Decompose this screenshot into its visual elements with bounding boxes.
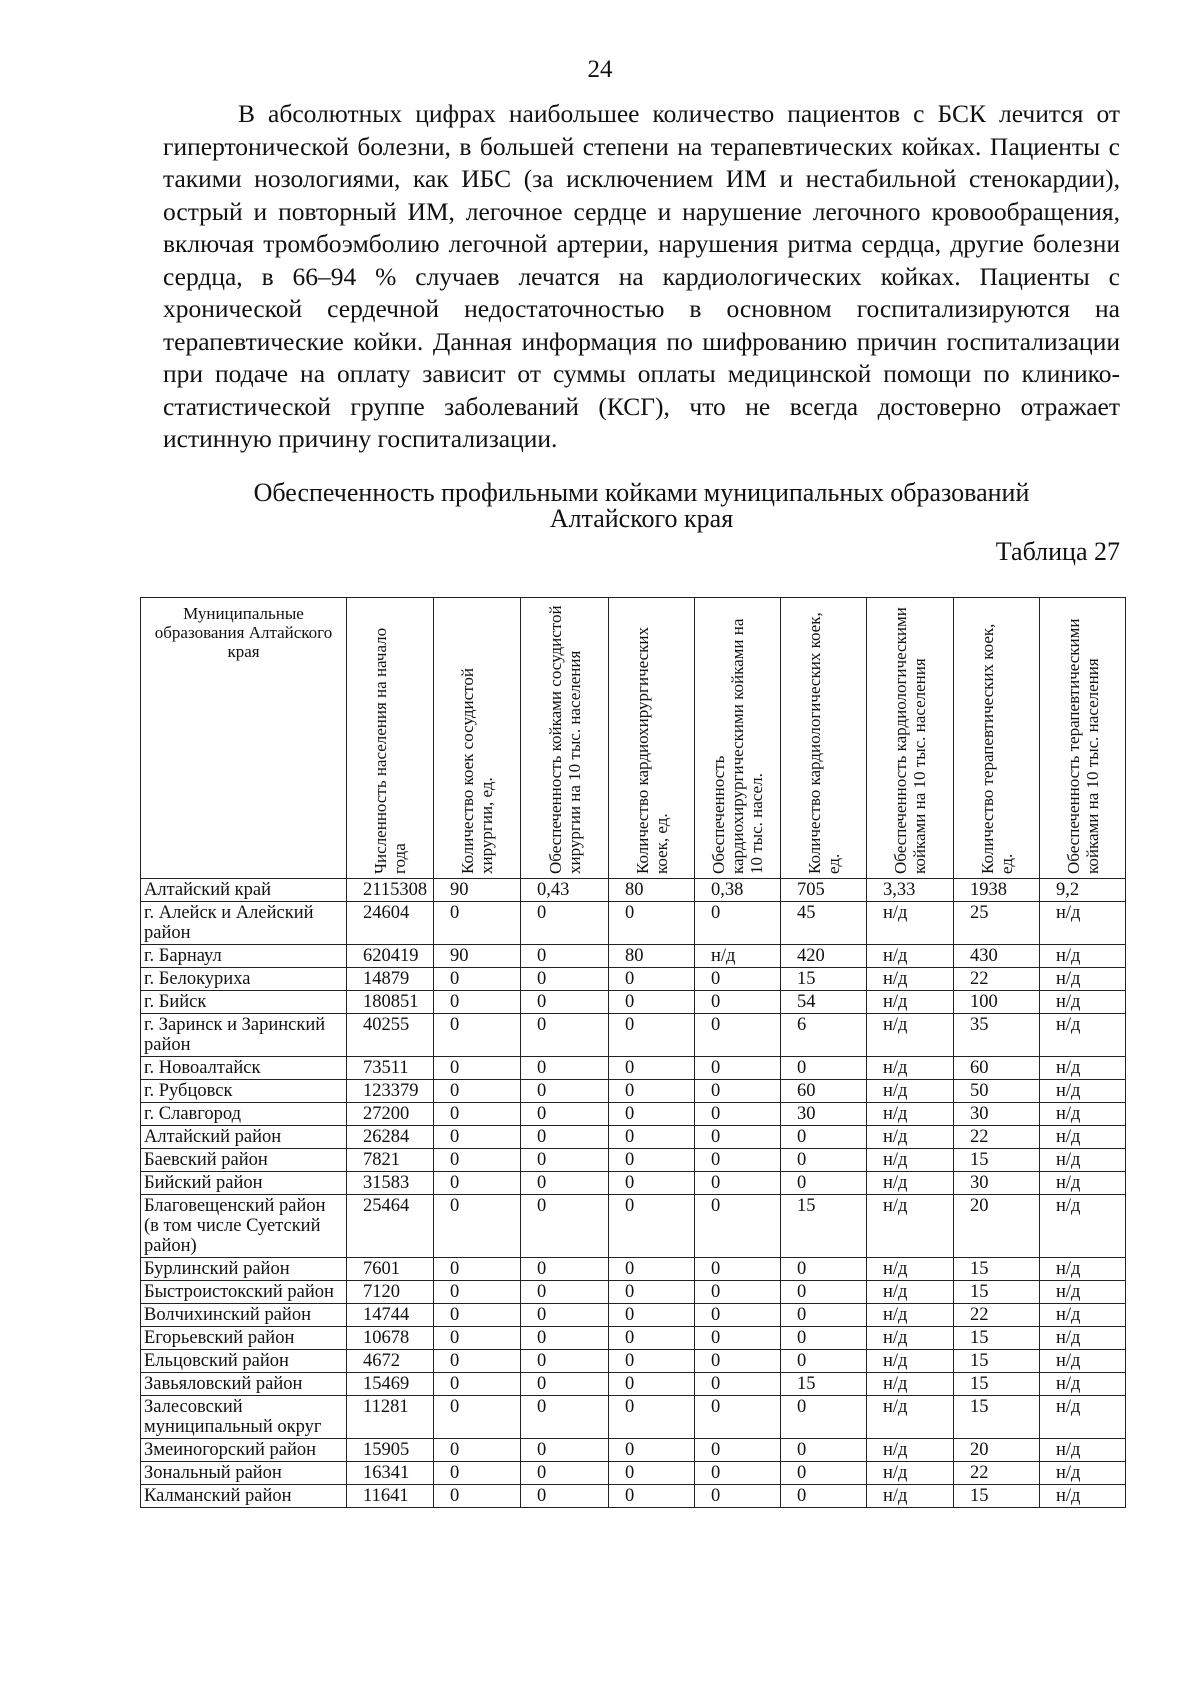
- value-cell: 80: [609, 945, 695, 968]
- value-cell: 14744: [347, 1304, 434, 1327]
- value-cell: 0: [609, 1350, 695, 1373]
- value-cell: 27200: [347, 1103, 434, 1126]
- value-cell: 0: [695, 1373, 781, 1396]
- value-cell: 15: [954, 1373, 1040, 1396]
- value-cell: н/д: [695, 945, 781, 968]
- value-cell: 0: [521, 968, 609, 991]
- value-cell: 0: [609, 1304, 695, 1327]
- value-cell: н/д: [1040, 1327, 1126, 1350]
- table-row: [141, 1304, 1126, 1327]
- value-cell: 0: [434, 1327, 521, 1350]
- value-cell: 0: [434, 1014, 521, 1057]
- value-cell: 15: [954, 1281, 1040, 1304]
- value-cell: 15905: [347, 1439, 434, 1462]
- table-row: [141, 1462, 1126, 1485]
- value-cell: 0: [609, 968, 695, 991]
- table-row: [141, 1057, 1126, 1080]
- value-cell: н/д: [867, 1327, 954, 1350]
- value-cell: н/д: [1040, 1462, 1126, 1485]
- value-cell: 15: [954, 1396, 1040, 1439]
- value-cell: н/д: [1040, 1350, 1126, 1373]
- value-cell: 31583: [347, 1172, 434, 1195]
- value-cell: н/д: [1040, 1080, 1126, 1103]
- value-cell: 0: [781, 1396, 867, 1439]
- header-vascular-ratio: [521, 598, 609, 879]
- value-cell: 0: [781, 1126, 867, 1149]
- value-cell: 9,2: [1040, 879, 1126, 902]
- value-cell: 2115308: [347, 879, 434, 902]
- header-therapy-beds-label: Количество терапевтических коек, ед.: [977, 623, 1016, 874]
- table-number: Таблица 27: [995, 537, 1120, 566]
- value-cell: 4672: [347, 1350, 434, 1373]
- value-cell: 3,33: [867, 879, 954, 902]
- value-cell: 0: [609, 1126, 695, 1149]
- value-cell: 0: [434, 1057, 521, 1080]
- value-cell: 0: [781, 1057, 867, 1080]
- table-header: [141, 598, 1126, 879]
- table-row: [141, 1396, 1126, 1439]
- municipality-cell: Быстроистокский район: [141, 1281, 347, 1304]
- value-cell: 0: [609, 1149, 695, 1172]
- header-therapy-beds: [954, 598, 1040, 879]
- value-cell: 90: [434, 945, 521, 968]
- value-cell: н/д: [867, 902, 954, 945]
- value-cell: 100: [954, 991, 1040, 1014]
- value-cell: н/д: [1040, 1485, 1126, 1508]
- municipality-cell: г. Белокуриха: [141, 968, 347, 991]
- value-cell: н/д: [867, 1350, 954, 1373]
- value-cell: 0: [521, 1080, 609, 1103]
- value-cell: н/д: [867, 1462, 954, 1485]
- value-cell: 0: [609, 1014, 695, 1057]
- value-cell: 90: [434, 879, 521, 902]
- value-cell: 15: [781, 1195, 867, 1258]
- table-title-line-2: Алтайского края: [549, 504, 734, 533]
- table-row: [141, 1126, 1126, 1149]
- value-cell: 0: [521, 1281, 609, 1304]
- value-cell: 54: [781, 991, 867, 1014]
- table-row: [141, 945, 1126, 968]
- municipality-cell: г. Рубцовск: [141, 1080, 347, 1103]
- value-cell: 15469: [347, 1373, 434, 1396]
- value-cell: 0: [695, 1439, 781, 1462]
- table-row: [141, 879, 1126, 902]
- value-cell: 0: [695, 968, 781, 991]
- value-cell: 0: [521, 1103, 609, 1126]
- table-row: [141, 968, 1126, 991]
- value-cell: 0: [609, 1281, 695, 1304]
- value-cell: 0: [609, 1080, 695, 1103]
- table-row: [141, 1172, 1126, 1195]
- value-cell: 0: [695, 1014, 781, 1057]
- value-cell: н/д: [1040, 902, 1126, 945]
- value-cell: 20: [954, 1195, 1040, 1258]
- value-cell: н/д: [867, 1439, 954, 1462]
- value-cell: 0: [434, 1373, 521, 1396]
- table-row: [141, 1258, 1126, 1281]
- value-cell: 0: [609, 1439, 695, 1462]
- table-row: [141, 1149, 1126, 1172]
- value-cell: 11641: [347, 1485, 434, 1508]
- value-cell: н/д: [867, 991, 954, 1014]
- value-cell: 0: [521, 1373, 609, 1396]
- value-cell: н/д: [867, 1485, 954, 1508]
- table-title-line-1: Обеспеченность профильными койками муниципальных образований: [253, 478, 1030, 507]
- value-cell: 73511: [347, 1057, 434, 1080]
- header-therapy-ratio-label: Обеспеченность терапевтическими койками на 10 тыс. населения: [1063, 618, 1102, 874]
- value-cell: 15: [954, 1149, 1040, 1172]
- value-cell: 0: [695, 1258, 781, 1281]
- header-municipality: Муниципальные образования Алтайского края: [141, 598, 347, 879]
- value-cell: 0: [521, 1462, 609, 1485]
- municipality-cell: г. Барнаул: [141, 945, 347, 968]
- value-cell: 0: [609, 1172, 695, 1195]
- value-cell: н/д: [1040, 1103, 1126, 1126]
- value-cell: 0: [434, 1258, 521, 1281]
- value-cell: 0: [521, 1304, 609, 1327]
- value-cell: н/д: [867, 1014, 954, 1057]
- value-cell: н/д: [1040, 1057, 1126, 1080]
- municipality-cell: г. Славгород: [141, 1103, 347, 1126]
- value-cell: 123379: [347, 1080, 434, 1103]
- value-cell: 0: [609, 1462, 695, 1485]
- value-cell: 16341: [347, 1462, 434, 1485]
- municipality-cell: Алтайский район: [141, 1126, 347, 1149]
- value-cell: н/д: [1040, 991, 1126, 1014]
- value-cell: 60: [954, 1057, 1040, 1080]
- value-cell: н/д: [1040, 1126, 1126, 1149]
- table-row: [141, 1014, 1126, 1057]
- value-cell: 0: [609, 1057, 695, 1080]
- value-cell: 0: [695, 1485, 781, 1508]
- table-row: [141, 991, 1126, 1014]
- value-cell: 0,43: [521, 879, 609, 902]
- value-cell: н/д: [1040, 968, 1126, 991]
- value-cell: 30: [954, 1172, 1040, 1195]
- value-cell: 0: [695, 1350, 781, 1373]
- value-cell: 620419: [347, 945, 434, 968]
- value-cell: 0: [434, 1126, 521, 1149]
- value-cell: 7120: [347, 1281, 434, 1304]
- value-cell: 180851: [347, 991, 434, 1014]
- table-row: [141, 1195, 1126, 1258]
- value-cell: 35: [954, 1014, 1040, 1057]
- value-cell: 6: [781, 1014, 867, 1057]
- value-cell: 25: [954, 902, 1040, 945]
- value-cell: 0: [521, 991, 609, 1014]
- value-cell: 24604: [347, 902, 434, 945]
- value-cell: 0: [434, 1462, 521, 1485]
- value-cell: 0: [609, 991, 695, 1014]
- value-cell: 15: [954, 1258, 1040, 1281]
- value-cell: 1938: [954, 879, 1040, 902]
- value-cell: 0: [695, 1327, 781, 1350]
- value-cell: 0: [695, 1396, 781, 1439]
- municipality-cell: Волчихинский район: [141, 1304, 347, 1327]
- value-cell: 0: [434, 1195, 521, 1258]
- value-cell: 0: [521, 902, 609, 945]
- value-cell: 0: [695, 1281, 781, 1304]
- municipality-cell: Благовещенский район (в том числе Суетский район): [141, 1195, 347, 1258]
- value-cell: 0: [434, 1350, 521, 1373]
- header-vascular-beds-label: Количество коек сосудистой хирургии, ед.: [458, 668, 496, 874]
- value-cell: 0: [695, 1080, 781, 1103]
- value-cell: 0: [695, 1304, 781, 1327]
- header-therapy-ratio: [1040, 598, 1126, 879]
- municipality-cell: г. Новоалтайск: [141, 1057, 347, 1080]
- value-cell: 50: [954, 1080, 1040, 1103]
- value-cell: н/д: [867, 1195, 954, 1258]
- value-cell: н/д: [1040, 1439, 1126, 1462]
- value-cell: 0: [781, 1172, 867, 1195]
- municipality-cell: Бийский район: [141, 1172, 347, 1195]
- value-cell: 0: [521, 1327, 609, 1350]
- page-number: 24: [587, 56, 613, 83]
- value-cell: 705: [781, 879, 867, 902]
- value-cell: 0: [695, 1126, 781, 1149]
- value-cell: н/д: [867, 1304, 954, 1327]
- value-cell: 0: [781, 1439, 867, 1462]
- value-cell: 0: [781, 1350, 867, 1373]
- value-cell: 7601: [347, 1258, 434, 1281]
- value-cell: н/д: [1040, 1373, 1126, 1396]
- value-cell: 0: [609, 1195, 695, 1258]
- value-cell: н/д: [1040, 1281, 1126, 1304]
- value-cell: н/д: [1040, 945, 1126, 968]
- value-cell: н/д: [867, 1373, 954, 1396]
- value-cell: 0: [434, 968, 521, 991]
- value-cell: 10678: [347, 1327, 434, 1350]
- value-cell: 0,38: [695, 879, 781, 902]
- municipality-cell: Алтайский край: [141, 879, 347, 902]
- header-cardiology-ratio-label: Обеспеченность кардиологическими койками на 10 тыс. населения: [891, 607, 929, 874]
- header-cardiosurgery-beds-label: Количество кардиохирургических коек, ед.: [632, 626, 671, 874]
- value-cell: н/д: [867, 1080, 954, 1103]
- value-cell: 0: [781, 1485, 867, 1508]
- value-cell: 0: [695, 1462, 781, 1485]
- header-population: [347, 598, 434, 879]
- value-cell: 0: [434, 1149, 521, 1172]
- body-paragraph: В абсолютных цифрах наибольшее количество пациентов с БСК лечится от гипертонической болезни, в большей степени на терапевтических койках. Пациенты с такими нозологиями, как ИБС (за исключением ИМ и нестабильной стенокардии), острый и повторный ИМ, легочное сердце и нарушение легочного кровообращения, включая тромбоэмболию легочной артерии, нарушения ритма сердца, другие болезни сердца, в 66–94 % случаев лечатся на кардиологических койках. Пациенты с хронической сердечной недостаточностью в основном госпитализируются на терапевтические койки. Данная информация по шифрованию причин госпитализации при подаче на оплату зависит от суммы оплаты медицинской помощи по клинико-статистической группе заболеваний (КСГ), что не всегда достоверно отражает истинную причину госпитализации.: [163, 99, 1120, 453]
- value-cell: 0: [521, 1149, 609, 1172]
- value-cell: 60: [781, 1080, 867, 1103]
- value-cell: 0: [695, 1149, 781, 1172]
- value-cell: 0: [521, 1258, 609, 1281]
- table-title: [163, 480, 1120, 532]
- value-cell: 0: [434, 1172, 521, 1195]
- value-cell: 430: [954, 945, 1040, 968]
- value-cell: 0: [521, 1126, 609, 1149]
- table-row: [141, 1439, 1126, 1462]
- value-cell: 22: [954, 1462, 1040, 1485]
- table-row: [141, 1373, 1126, 1396]
- value-cell: 0: [521, 1057, 609, 1080]
- value-cell: н/д: [1040, 1304, 1126, 1327]
- municipality-cell: г. Заринск и Заринский район: [141, 1014, 347, 1057]
- table-row: [141, 1327, 1126, 1350]
- value-cell: н/д: [1040, 1172, 1126, 1195]
- header-cardiosurgery-ratio-label: Обеспеченность кардиохирургическими койками на 10 тыс. насел.: [709, 618, 766, 874]
- value-cell: н/д: [867, 1057, 954, 1080]
- value-cell: н/д: [867, 945, 954, 968]
- value-cell: 20: [954, 1439, 1040, 1462]
- value-cell: 0: [695, 1172, 781, 1195]
- value-cell: н/д: [1040, 1149, 1126, 1172]
- value-cell: 7821: [347, 1149, 434, 1172]
- value-cell: 0: [609, 1396, 695, 1439]
- municipality-cell: Егорьевский район: [141, 1327, 347, 1350]
- value-cell: 0: [434, 1103, 521, 1126]
- value-cell: 0: [695, 902, 781, 945]
- municipality-cell: г. Бийск: [141, 991, 347, 1014]
- value-cell: 0: [781, 1462, 867, 1485]
- value-cell: 25464: [347, 1195, 434, 1258]
- municipality-cell: Зональный район: [141, 1462, 347, 1485]
- value-cell: 0: [521, 1396, 609, 1439]
- value-cell: 0: [695, 1195, 781, 1258]
- value-cell: н/д: [867, 1258, 954, 1281]
- value-cell: н/д: [867, 1126, 954, 1149]
- value-cell: 15: [954, 1485, 1040, 1508]
- value-cell: 0: [781, 1258, 867, 1281]
- value-cell: 0: [781, 1281, 867, 1304]
- value-cell: 22: [954, 1126, 1040, 1149]
- value-cell: 0: [521, 945, 609, 968]
- value-cell: 0: [434, 1439, 521, 1462]
- value-cell: 0: [434, 1396, 521, 1439]
- municipality-cell: Калманский район: [141, 1485, 347, 1508]
- value-cell: 80: [609, 879, 695, 902]
- header-cardiosurgery-beds: [609, 598, 695, 879]
- beds-table: [140, 597, 1126, 1508]
- value-cell: 420: [781, 945, 867, 968]
- municipality-cell: Бурлинский район: [141, 1258, 347, 1281]
- value-cell: н/д: [1040, 1396, 1126, 1439]
- value-cell: 22: [954, 968, 1040, 991]
- value-cell: 0: [781, 1149, 867, 1172]
- municipality-cell: Залесовский муниципальный округ: [141, 1396, 347, 1439]
- municipality-cell: г. Алейск и Алейский район: [141, 902, 347, 945]
- value-cell: 15: [954, 1350, 1040, 1373]
- value-cell: 0: [434, 1080, 521, 1103]
- value-cell: 0: [609, 1373, 695, 1396]
- value-cell: 0: [521, 1439, 609, 1462]
- value-cell: 0: [434, 902, 521, 945]
- value-cell: 0: [609, 1327, 695, 1350]
- value-cell: н/д: [867, 1103, 954, 1126]
- value-cell: 30: [781, 1103, 867, 1126]
- value-cell: 0: [609, 902, 695, 945]
- value-cell: 0: [434, 1281, 521, 1304]
- header-vascular-ratio-label: Обеспеченность койками сосудистой хирургии на 10 тыс. населения: [545, 605, 584, 874]
- municipality-cell: Ельцовский район: [141, 1350, 347, 1373]
- value-cell: 0: [695, 1103, 781, 1126]
- municipality-cell: Змеиногорский район: [141, 1439, 347, 1462]
- value-cell: н/д: [1040, 1258, 1126, 1281]
- value-cell: 0: [434, 1485, 521, 1508]
- value-cell: н/д: [1040, 1014, 1126, 1057]
- value-cell: 0: [521, 1172, 609, 1195]
- value-cell: 0: [521, 1195, 609, 1258]
- value-cell: 11281: [347, 1396, 434, 1439]
- value-cell: 0: [695, 991, 781, 1014]
- value-cell: н/д: [867, 1281, 954, 1304]
- value-cell: 0: [521, 1014, 609, 1057]
- value-cell: 15: [781, 1373, 867, 1396]
- header-cardiology-beds-label: Количество кардиологических коек, ед.: [804, 612, 843, 874]
- table-row: [141, 1103, 1126, 1126]
- value-cell: 15: [954, 1327, 1040, 1350]
- value-cell: 0: [521, 1350, 609, 1373]
- value-cell: 14879: [347, 968, 434, 991]
- value-cell: н/д: [867, 1396, 954, 1439]
- header-cardiology-beds: [781, 598, 867, 879]
- municipality-cell: Завьяловский район: [141, 1373, 347, 1396]
- header-cardiosurgery-ratio: [695, 598, 781, 879]
- value-cell: н/д: [867, 968, 954, 991]
- value-cell: 0: [434, 991, 521, 1014]
- header-row: [141, 598, 1126, 879]
- header-cardiology-ratio: [867, 598, 954, 879]
- value-cell: 26284: [347, 1126, 434, 1149]
- value-cell: 15: [781, 968, 867, 991]
- table-row: [141, 1485, 1126, 1508]
- table-row: [141, 1281, 1126, 1304]
- value-cell: 22: [954, 1304, 1040, 1327]
- value-cell: 0: [521, 1485, 609, 1508]
- value-cell: 0: [781, 1304, 867, 1327]
- value-cell: 0: [434, 1304, 521, 1327]
- value-cell: 45: [781, 902, 867, 945]
- value-cell: 0: [781, 1327, 867, 1350]
- value-cell: 0: [695, 1057, 781, 1080]
- value-cell: 0: [609, 1103, 695, 1126]
- value-cell: н/д: [867, 1149, 954, 1172]
- value-cell: 0: [609, 1258, 695, 1281]
- table-row: [141, 1350, 1126, 1373]
- value-cell: 40255: [347, 1014, 434, 1057]
- value-cell: 30: [954, 1103, 1040, 1126]
- table-body: [141, 879, 1126, 1508]
- value-cell: 0: [609, 1485, 695, 1508]
- value-cell: н/д: [867, 1172, 954, 1195]
- table-row: [141, 1080, 1126, 1103]
- header-vascular-beds: [434, 598, 521, 879]
- value-cell: н/д: [1040, 1195, 1126, 1258]
- table-row: [141, 902, 1126, 945]
- header-population-label: Численность населения на начало года: [371, 627, 409, 874]
- municipality-cell: Баевский район: [141, 1149, 347, 1172]
